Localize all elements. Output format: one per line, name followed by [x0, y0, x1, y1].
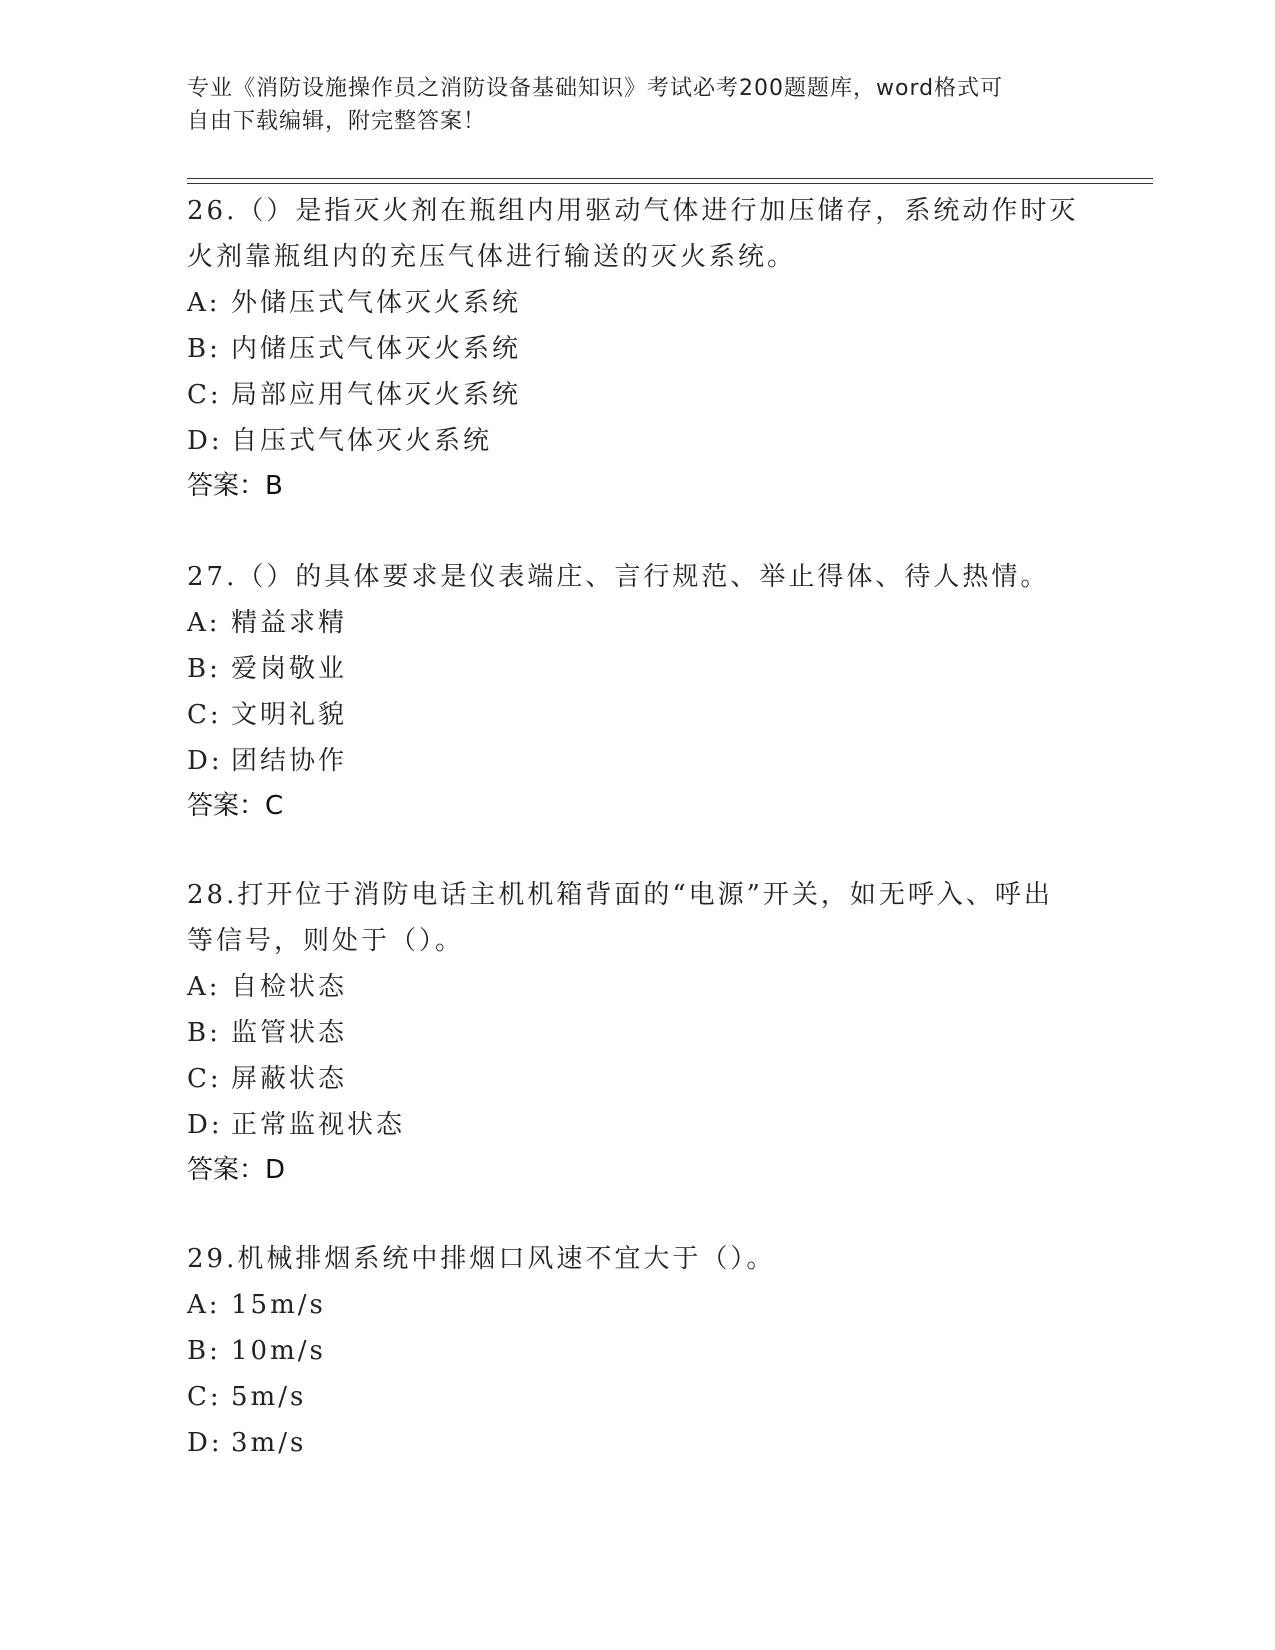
- option-key: A:: [187, 972, 221, 1002]
- option-key: D:: [187, 426, 223, 456]
- option-b: [187, 1010, 1087, 1056]
- option-text: 文明礼貌: [231, 700, 348, 730]
- option-key: C:: [187, 700, 222, 730]
- option-d: [187, 1420, 1087, 1466]
- header-divider-top: [187, 178, 1153, 179]
- option-d: [187, 1102, 1087, 1148]
- option-c: [187, 372, 1087, 418]
- option-c: [187, 692, 1087, 738]
- option-key: A:: [187, 1290, 221, 1320]
- option-key: C:: [187, 1064, 222, 1094]
- option-a: [187, 1282, 1087, 1328]
- option-key: D:: [187, 746, 223, 776]
- document-header: [187, 72, 1087, 138]
- question-27: [187, 554, 1087, 828]
- question-29: [187, 1236, 1087, 1466]
- question-stem-line: 等信号，则处于（）。: [187, 926, 465, 956]
- option-c: [187, 1374, 1087, 1420]
- option-key: D:: [187, 1110, 223, 1140]
- question-stem: [187, 1236, 1087, 1282]
- option-text: 自检状态: [231, 972, 348, 1002]
- option-key: B:: [187, 654, 221, 684]
- question-stem: [187, 554, 1087, 600]
- option-text: 5m/s: [231, 1382, 307, 1412]
- header-title-line-1: 专业《消防设施操作员之消防设备基础知识》考试必考200题题库，word格式可: [187, 76, 1004, 101]
- option-text: 局部应用气体灭火系统: [231, 380, 522, 410]
- option-key: C:: [187, 380, 222, 410]
- question-28: [187, 872, 1087, 1192]
- answer-line: 答案：D: [187, 1155, 286, 1185]
- answer-line: 答案：C: [187, 791, 284, 821]
- option-a: [187, 280, 1087, 326]
- option-key: D:: [187, 1428, 223, 1458]
- question-stem-line: 27.（）的具体要求是仪表端庄、言行规范、举止得体、待人热情。: [187, 562, 1050, 592]
- option-text: 10m/s: [231, 1336, 326, 1366]
- question-stem-line: 29.机械排烟系统中排烟口风速不宜大于（）。: [187, 1244, 776, 1274]
- option-text: 15m/s: [231, 1290, 326, 1320]
- option-b: [187, 646, 1087, 692]
- option-text: 团结协作: [231, 746, 348, 776]
- option-a: [187, 964, 1087, 1010]
- option-key: B:: [187, 334, 221, 364]
- option-key: B:: [187, 1336, 221, 1366]
- option-text: 自压式气体灭火系统: [231, 426, 493, 456]
- answer-line: 答案：B: [187, 471, 283, 501]
- option-text: 监管状态: [231, 1018, 348, 1048]
- header-divider-bottom: [187, 183, 1153, 184]
- question-stem-line: 26.（）是指灭火剂在瓶组内用驱动气体进行加压储存，系统动作时灭: [187, 196, 1079, 226]
- header-title-line-2: 自由下载编辑，附完整答案！: [187, 109, 487, 134]
- option-text: 内储压式气体灭火系统: [231, 334, 522, 364]
- option-key: A:: [187, 288, 221, 318]
- question-stem: [187, 872, 1087, 964]
- option-key: C:: [187, 1382, 222, 1412]
- option-text: 外储压式气体灭火系统: [231, 288, 522, 318]
- option-text: 3m/s: [231, 1428, 307, 1458]
- option-text: 精益求精: [231, 608, 348, 638]
- option-d: [187, 418, 1087, 464]
- option-d: [187, 738, 1087, 784]
- option-a: [187, 600, 1087, 646]
- option-key: A:: [187, 608, 221, 638]
- option-text: 正常监视状态: [231, 1110, 406, 1140]
- option-b: [187, 1328, 1087, 1374]
- question-stem-line: 28.打开位于消防电话主机机箱背面的“电源”开关，如无呼入、呼出: [187, 880, 1053, 910]
- question-stem: [187, 188, 1087, 280]
- question-stem-line: 火剂靠瓶组内的充压气体进行输送的灭火系统。: [187, 242, 797, 272]
- option-b: [187, 326, 1087, 372]
- option-c: [187, 1056, 1087, 1102]
- option-key: B:: [187, 1018, 221, 1048]
- option-text: 屏蔽状态: [231, 1064, 348, 1094]
- question-26: [187, 188, 1087, 508]
- option-text: 爱岗敬业: [231, 654, 348, 684]
